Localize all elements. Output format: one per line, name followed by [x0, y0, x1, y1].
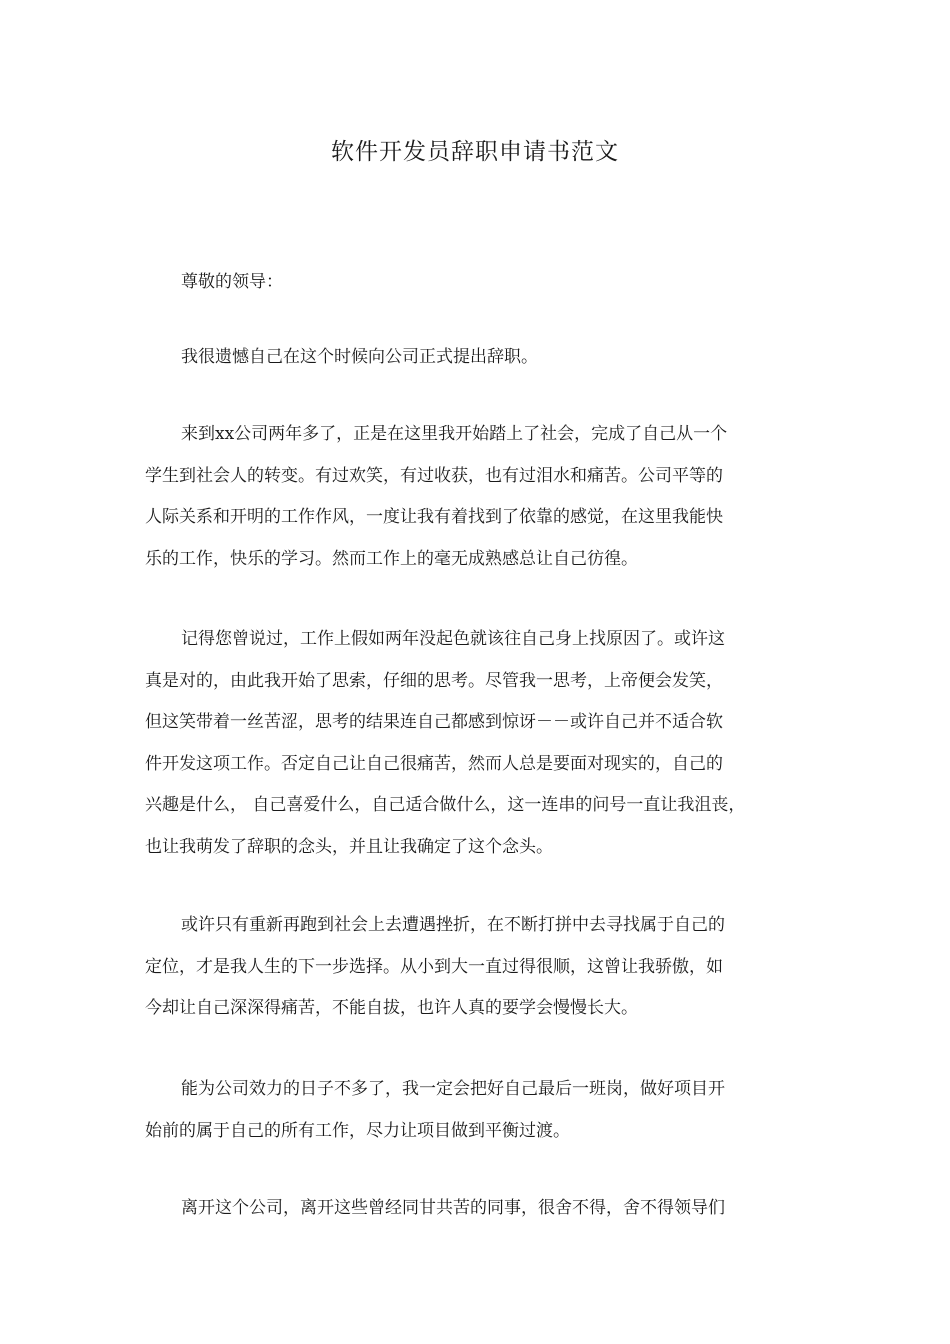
paragraph-line: 学生到社会人的转变。有过欢笑，有过收获，也有过泪水和痛苦。公司平等的	[145, 465, 723, 486]
salutation-text: 尊敬的领导：	[181, 272, 283, 292]
paragraph-line: 兴趣是什么， 自己喜爱什么，自己适合做什么，这一连串的问号一直让我沮丧，	[145, 795, 746, 815]
paragraph-3	[145, 619, 825, 868]
paragraph-2	[145, 414, 825, 580]
paragraph-line: 能为公司效力的日子不多了，我一定会把好自己最后一班岗，做好项目开	[181, 1079, 725, 1099]
document-title: 软件开发员辞职申请书范文	[331, 139, 619, 165]
paragraph-line: 但这笑带着一丝苦涩，思考的结果连自己都感到惊讶－－或许自己并不适合软	[145, 712, 723, 732]
paragraph-4	[145, 905, 825, 1030]
paragraph-line: 始前的属于自己的所有工作，尽力让项目做到平衡过渡。	[145, 1120, 570, 1141]
paragraph-line: 件开发这项工作。否定自己让自己很痛苦，然而人总是要面对现实的，自己的	[145, 753, 723, 774]
paragraph-line: 或许只有重新再跑到社会上去遭遇挫折，在不断打拼中去寻找属于自己的	[181, 915, 725, 935]
paragraph-6	[145, 1188, 825, 1230]
paragraph-line: 离开这个公司，离开这些曾经同甘共苦的同事，很舍不得，舍不得领导们	[181, 1198, 725, 1218]
paragraph-line: 定位，才是我人生的下一步选择。从小到大一直过得很顺，这曾让我骄傲，如	[145, 956, 723, 977]
paragraph-line: 真是对的，由此我开始了思索，仔细的思考。尽管我一思考，上帝便会发笑，	[145, 670, 723, 691]
salutation	[145, 262, 825, 304]
paragraph-line: 人际关系和开明的工作作风，一度让我有着找到了依靠的感觉，在这里我能快	[145, 507, 723, 527]
paragraph-1	[145, 337, 825, 379]
paragraph-line: 今却让自己深深得痛苦，不能自拔，也许人真的要学会慢慢长大。	[145, 998, 638, 1018]
paragraph-5	[145, 1069, 825, 1152]
paragraph-line: 乐的工作，快乐的学习。然而工作上的毫无成熟感总让自己彷徨。	[145, 548, 638, 569]
paragraph-line: 我很遗憾自己在这个时候向公司正式提出辞职。	[181, 347, 538, 367]
paragraph-line: 来到xx公司两年多了，正是在这里我开始踏上了社会，完成了自己从一个	[181, 424, 728, 444]
paragraph-line: 也让我萌发了辞职的念头，并且让我确定了这个念头。	[145, 836, 553, 857]
paragraph-line: 记得您曾说过，工作上假如两年没起色就该往自己身上找原因了。或许这	[181, 629, 725, 649]
